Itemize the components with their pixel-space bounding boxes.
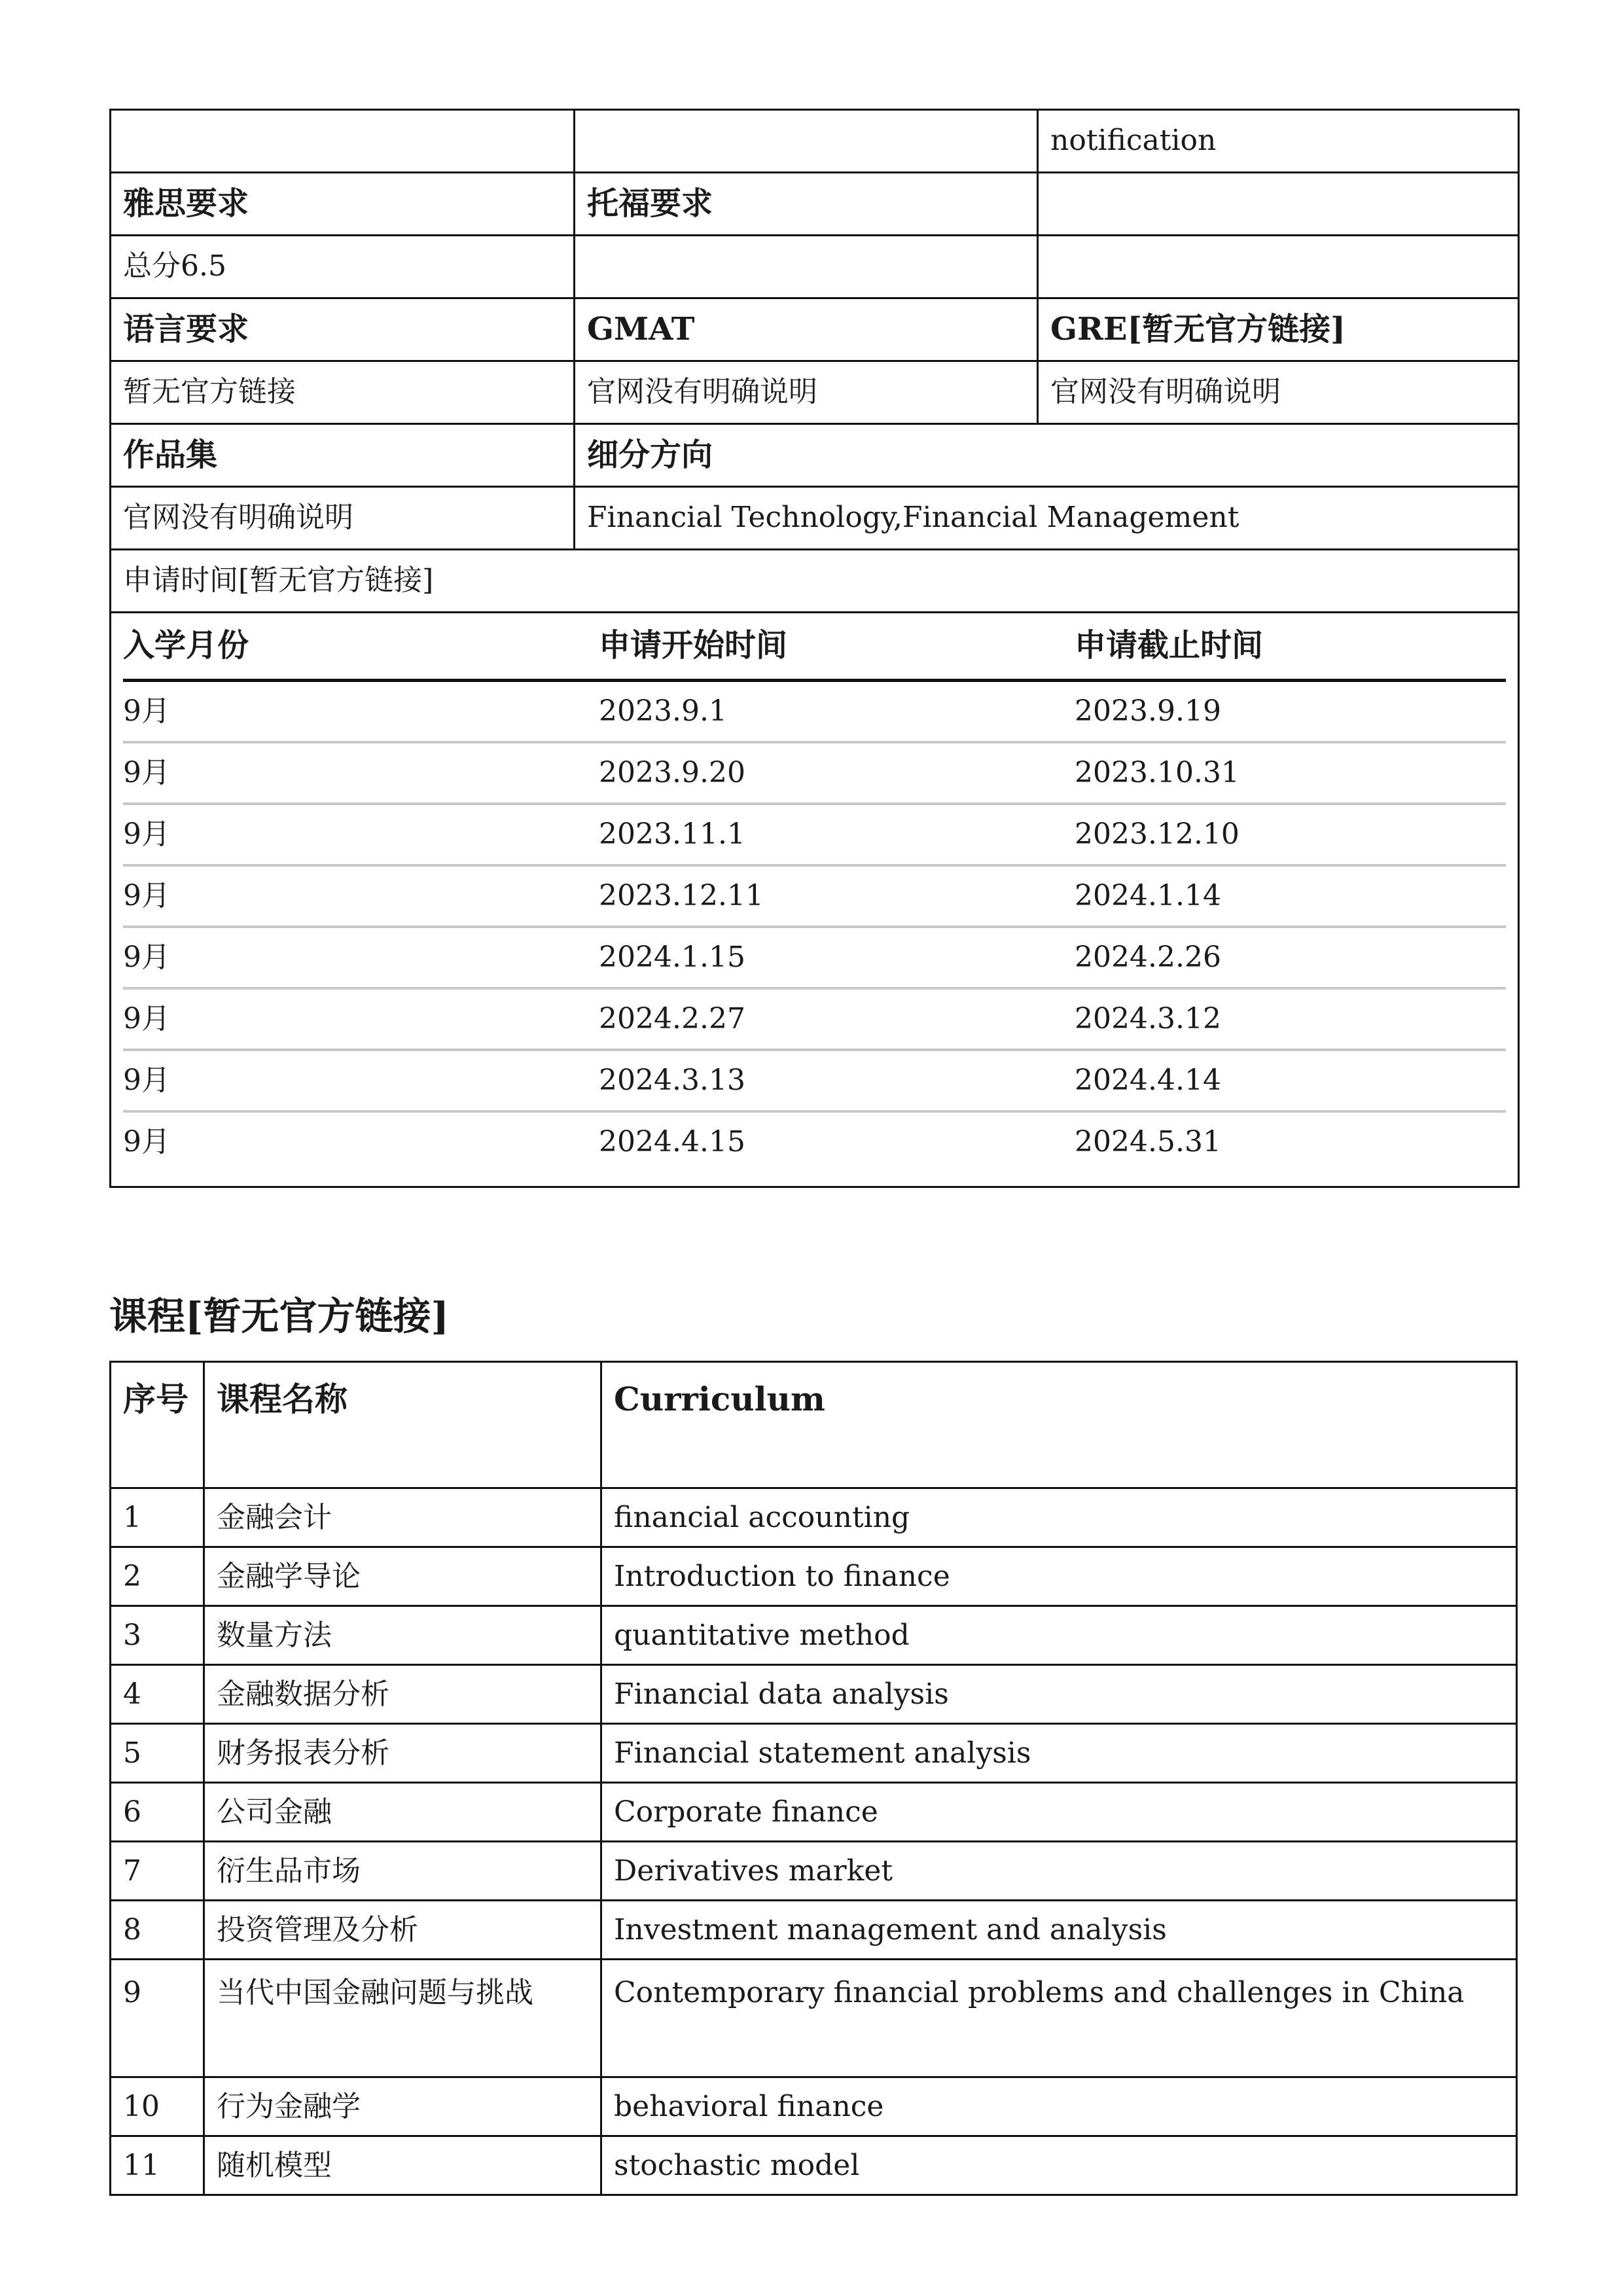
deadline: 2024.5.31 <box>1075 1124 1221 1158</box>
table-row <box>111 361 1519 424</box>
course-name: 衍生品市场 <box>204 1842 601 1901</box>
empty-cell <box>1038 173 1519 236</box>
course-index: 2 <box>111 1547 204 1606</box>
course-curriculum: behavioral finance <box>601 2077 1517 2136</box>
start-date: 2023.9.20 <box>599 742 1075 804</box>
course-index: 4 <box>111 1665 204 1724</box>
deadline: 2023.10.31 <box>1075 742 1506 804</box>
start-date: 2024.3.13 <box>599 1050 1075 1111</box>
course-name: 数量方法 <box>204 1606 601 1665</box>
course-name: 投资管理及分析 <box>204 1901 601 1960</box>
table-row <box>111 110 1519 173</box>
table-row <box>111 1783 1517 1842</box>
application-schedule-table <box>123 613 1506 1172</box>
table-row <box>111 173 1519 236</box>
notification-cell: notification <box>1038 110 1519 173</box>
portfolio-value: 官网没有明确说明 <box>111 487 575 550</box>
table-row <box>123 927 1506 988</box>
header-deadline: 申请截止时间 <box>1075 613 1506 681</box>
course-index: 6 <box>111 1783 204 1842</box>
table-row <box>111 2136 1517 2195</box>
language-heading: 语言要求 <box>111 298 575 361</box>
deadline: 2024.4.14 <box>1075 1050 1506 1111</box>
enrollment-month: 9月 <box>123 865 599 927</box>
gre-value: 官网没有明确说明 <box>1038 361 1519 424</box>
course-curriculum: Corporate finance <box>601 1783 1517 1842</box>
table-row <box>111 1842 1517 1901</box>
empty-cell <box>575 110 1038 173</box>
start-date: 2023.9.1 <box>599 681 1075 743</box>
table-row <box>111 613 1519 1187</box>
deadline: 2024.1.14 <box>1075 865 1506 927</box>
gre-heading: GRE[暂无官方链接] <box>1038 298 1519 361</box>
course-name: 公司金融 <box>204 1783 601 1842</box>
table-row <box>111 1665 1517 1724</box>
deadline: 2023.9.19 <box>1075 681 1506 743</box>
table-row <box>123 681 1506 743</box>
course-index: 3 <box>111 1606 204 1665</box>
course-index: 9 <box>111 1960 204 2077</box>
header-course-name: 课程名称 <box>204 1362 601 1488</box>
table-row <box>123 865 1506 927</box>
header-curriculum: Curriculum <box>601 1362 1517 1488</box>
empty-cell <box>1038 236 1519 298</box>
course-curriculum: Financial data analysis <box>601 1665 1517 1724</box>
language-value: 暂无官方链接 <box>111 361 575 424</box>
table-row <box>111 1488 1517 1547</box>
course-curriculum: Financial statement analysis <box>601 1724 1517 1783</box>
document-page <box>109 109 1518 2196</box>
table-row <box>111 1606 1517 1665</box>
table-row <box>111 298 1519 361</box>
table-row <box>111 424 1519 487</box>
enrollment-month: 9月 <box>123 1050 599 1111</box>
course-index: 7 <box>111 1842 204 1901</box>
ielts-heading: 雅思要求 <box>111 173 575 236</box>
course-name: 金融学导论 <box>204 1547 601 1606</box>
course-index: 11 <box>111 2136 204 2195</box>
table-row <box>123 1111 1506 1172</box>
portfolio-heading: 作品集 <box>111 424 575 487</box>
program-info-table <box>109 109 1520 1188</box>
table-row <box>111 1724 1517 1783</box>
course-curriculum: quantitative method <box>601 1606 1517 1665</box>
direction-heading: 细分方向 <box>575 424 1519 487</box>
toefl-value <box>575 236 1038 298</box>
table-row <box>123 804 1506 865</box>
course-curriculum: stochastic model <box>601 2136 1517 2195</box>
course-name: 行为金融学 <box>204 2077 601 2136</box>
header-start-date: 申请开始时间 <box>599 613 1075 681</box>
course-name: 财务报表分析 <box>204 1724 601 1783</box>
course-curriculum: Derivatives market <box>601 1842 1517 1901</box>
courses-section-title: 课程[暂无官方链接] <box>109 1294 449 1338</box>
table-row <box>111 1547 1517 1606</box>
table-row <box>111 550 1519 613</box>
ielts-value: 总分6.5 <box>111 236 575 298</box>
header-index: 序号 <box>111 1362 204 1488</box>
table-row <box>123 988 1506 1050</box>
course-table <box>109 1361 1518 2196</box>
enrollment-month: 9月 <box>123 681 599 743</box>
course-name: 随机模型 <box>204 2136 601 2195</box>
deadline: 2024.3.12 <box>1075 988 1506 1050</box>
table-row <box>111 236 1519 298</box>
course-curriculum: Investment management and analysis <box>601 1901 1517 1960</box>
start-date: 2024.2.27 <box>599 988 1075 1050</box>
enrollment-month: 9月 <box>123 804 599 865</box>
enrollment-month: 9月 <box>123 742 599 804</box>
table-row <box>111 1960 1517 2077</box>
start-date: 2023.11.1 <box>599 804 1075 865</box>
gmat-value: 官网没有明确说明 <box>575 361 1038 424</box>
direction-value: Financial Technology,Financial Management <box>575 487 1519 550</box>
header-enrollment-month: 入学月份 <box>123 613 599 681</box>
enrollment-month: 9月 <box>123 988 599 1050</box>
course-name: 金融会计 <box>204 1488 601 1547</box>
table-row <box>111 1901 1517 1960</box>
course-curriculum: financial accounting <box>601 1488 1517 1547</box>
course-name: 金融数据分析 <box>204 1665 601 1724</box>
toefl-heading: 托福要求 <box>575 173 1038 236</box>
start-date: 2024.4.15 <box>599 1124 745 1158</box>
enrollment-month: 9月 <box>123 1124 170 1158</box>
start-date: 2024.1.15 <box>599 927 1075 988</box>
course-index: 8 <box>111 1901 204 1960</box>
course-name: 当代中国金融问题与挑战 <box>204 1960 601 2077</box>
course-curriculum: Introduction to finance <box>601 1547 1517 1606</box>
start-date: 2023.12.11 <box>599 865 1075 927</box>
deadline: 2024.2.26 <box>1075 927 1506 988</box>
table-row <box>111 2077 1517 2136</box>
course-index: 10 <box>111 2077 204 2136</box>
schedule-header-row <box>123 613 1506 681</box>
table-row <box>111 487 1519 550</box>
table-row <box>123 742 1506 804</box>
application-time-heading: 申请时间[暂无官方链接] <box>111 550 1519 613</box>
enrollment-month: 9月 <box>123 927 599 988</box>
empty-cell <box>111 110 575 173</box>
gmat-heading: GMAT <box>575 298 1038 361</box>
course-index: 5 <box>111 1724 204 1783</box>
table-row <box>123 1050 1506 1111</box>
course-index: 1 <box>111 1488 204 1547</box>
course-header-row <box>111 1362 1517 1488</box>
course-curriculum: Contemporary financial problems and challenges in China <box>601 1960 1517 2077</box>
schedule-cell <box>111 613 1519 1187</box>
deadline: 2023.12.10 <box>1075 804 1506 865</box>
